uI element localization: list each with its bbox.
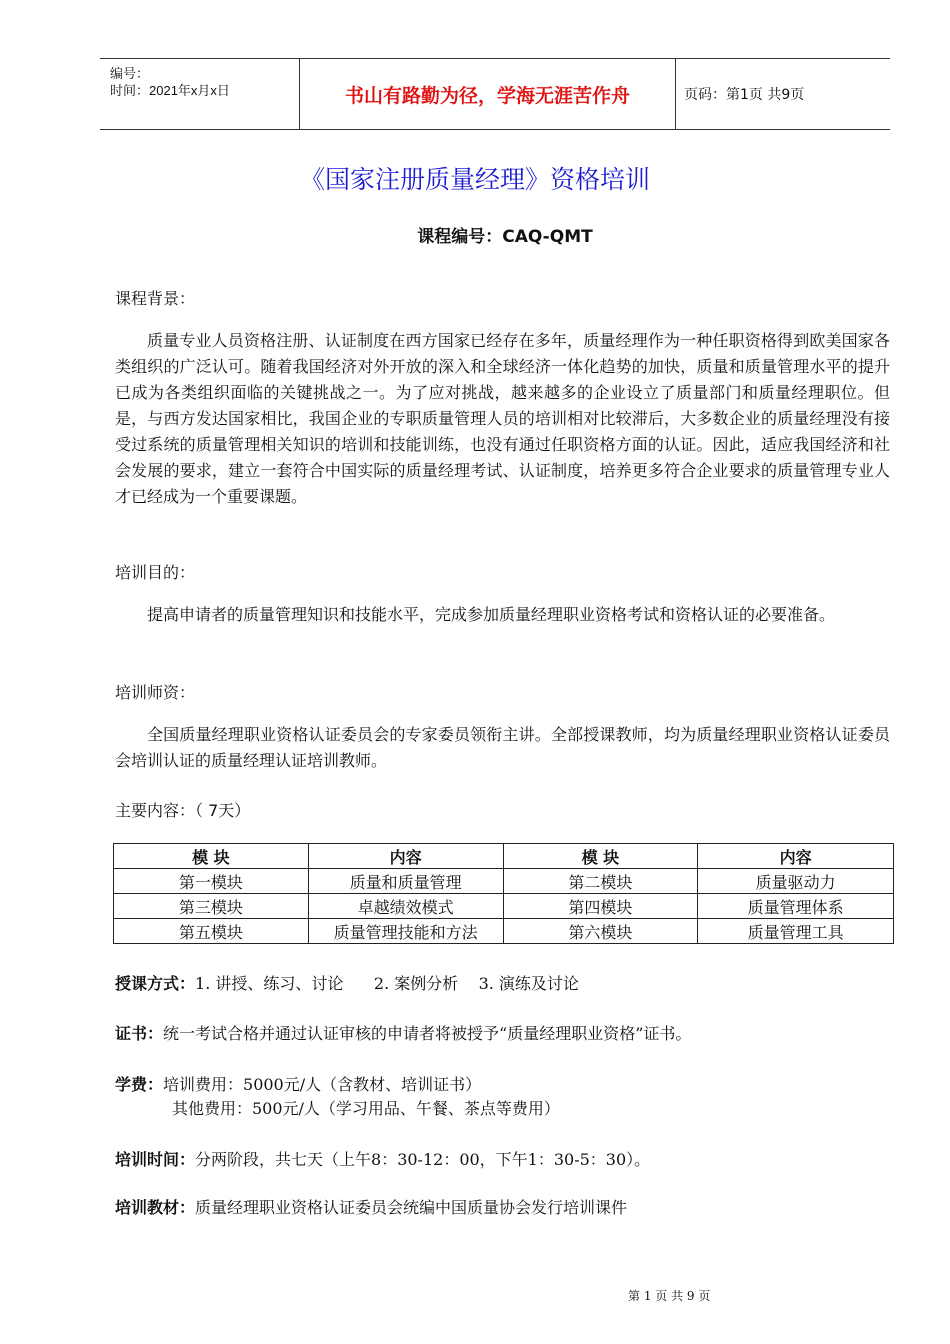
certificate-label: 证书：: [115, 1024, 164, 1043]
table-cell: 第一模块: [114, 869, 309, 894]
table-cell: 质量管理技能和方法: [308, 919, 503, 944]
page-footer: 第 1 页 共 9 页: [628, 1289, 711, 1303]
page-header: [100, 58, 890, 130]
fees-line-2: [172, 1097, 560, 1121]
table-cell: 第六模块: [503, 919, 698, 944]
fees-label: 学费：: [115, 1075, 164, 1094]
schedule-label: 培训时间：: [115, 1150, 196, 1169]
materials-text: 质量经理职业资格认证委员会统编中国质量协会发行培训课件: [195, 1198, 628, 1217]
table-cell: 第四模块: [503, 894, 698, 919]
fees-line-1: [115, 1073, 481, 1097]
table-cell: 质量管理工具: [698, 919, 894, 944]
background-text: 质量专业人员资格注册、认证制度在西方国家已经存在多年，质量经理作为一种任职资格得到欧美国家各类组织的广泛认可。随着我国经济对外开放的深入和全球经济一体化趋势的加快，质量和质量管理水平的提升已成为各类组织面临的关键挑战之一。为了应对挑战，越来越多的企业设立了质量部门和质量经理职位。但是，与西方发达国家相比，我国企业的专职质量管理人员的培训相对比较滞后，大多数企业的质量经理没有接受过系统的质量管理相关知识的培训和技能训练，也没有通过任职资格方面的认证。因此，适应我国经济和社会发展的要求，建立一套符合中国实际的质量经理考试、认证制度，培养更多符合企业要求的质量管理专业人才已经成为一个重要课题。: [115, 331, 890, 506]
method-line: [115, 972, 579, 996]
schedule-line: [115, 1148, 650, 1172]
content-heading: 主要内容：（ 7天）: [115, 801, 251, 820]
table-cell: 第二模块: [503, 869, 698, 894]
table-cell: 第五模块: [114, 919, 309, 944]
document-title: 《国家注册质量经理》资格培训: [299, 165, 650, 194]
method-label: 授课方式：: [115, 974, 196, 993]
materials-line: [115, 1196, 627, 1220]
method-text: 1. 讲授、练习、讨论 2. 案例分析 3. 演练及讨论: [195, 974, 579, 993]
teachers-heading: 培训师资：: [115, 683, 196, 702]
purpose-text: 提高申请者的质量管理知识和技能水平，完成参加质量经理职业资格考试和资格认证的必要准备。: [147, 605, 836, 624]
course-code: 课程编号：CAQ-QMT: [417, 227, 593, 247]
table-cell: 质量和质量管理: [308, 869, 503, 894]
header-page-info: 页码：第1页 共9页: [684, 87, 805, 103]
table-cell: 卓越绩效模式: [308, 894, 503, 919]
certificate-line: [115, 1022, 691, 1046]
background-heading: 课程背景：: [115, 289, 196, 308]
schedule-text: 分两阶段，共七天（上午8：30-12：00，下午1：30-5：30）。: [195, 1150, 651, 1169]
purpose-heading: 培训目的：: [115, 563, 196, 582]
table-header: 内容: [698, 844, 894, 869]
materials-label: 培训教材：: [115, 1198, 196, 1217]
header-time: 时间：2021年x月x日: [110, 83, 230, 98]
fees-text-1: 培训费用：5000元/人（含教材、培训证书）: [163, 1075, 482, 1094]
header-meta: [100, 59, 300, 129]
table-cell: 第三模块: [114, 894, 309, 919]
teachers-text: 全国质量经理职业资格认证委员会的专家委员领衔主讲。全部授课教师，均为质量经理职业资格认证委员会培训认证的质量经理认证培训教师。: [115, 725, 890, 770]
table-header: 内容: [308, 844, 503, 869]
table-cell: 质量管理体系: [698, 894, 894, 919]
table-header-row: [114, 844, 894, 869]
modules-table: [113, 843, 894, 944]
table-header: 模 块: [503, 844, 698, 869]
certificate-text: 统一考试合格并通过认证审核的申请者将被授予“质量经理职业资格”证书。: [163, 1024, 692, 1043]
table-cell: 质量驱动力: [698, 869, 894, 894]
header-number: 编号：: [110, 66, 150, 81]
fees-text-2: 其他费用：500元/人（学习用品、午餐、茶点等费用）: [172, 1099, 560, 1118]
header-motto: 书山有路勤为径，学海无涯苦作舟: [300, 59, 676, 129]
table-row: [114, 919, 894, 944]
table-row: [114, 869, 894, 894]
table-header: 模 块: [114, 844, 309, 869]
table-row: [114, 894, 894, 919]
